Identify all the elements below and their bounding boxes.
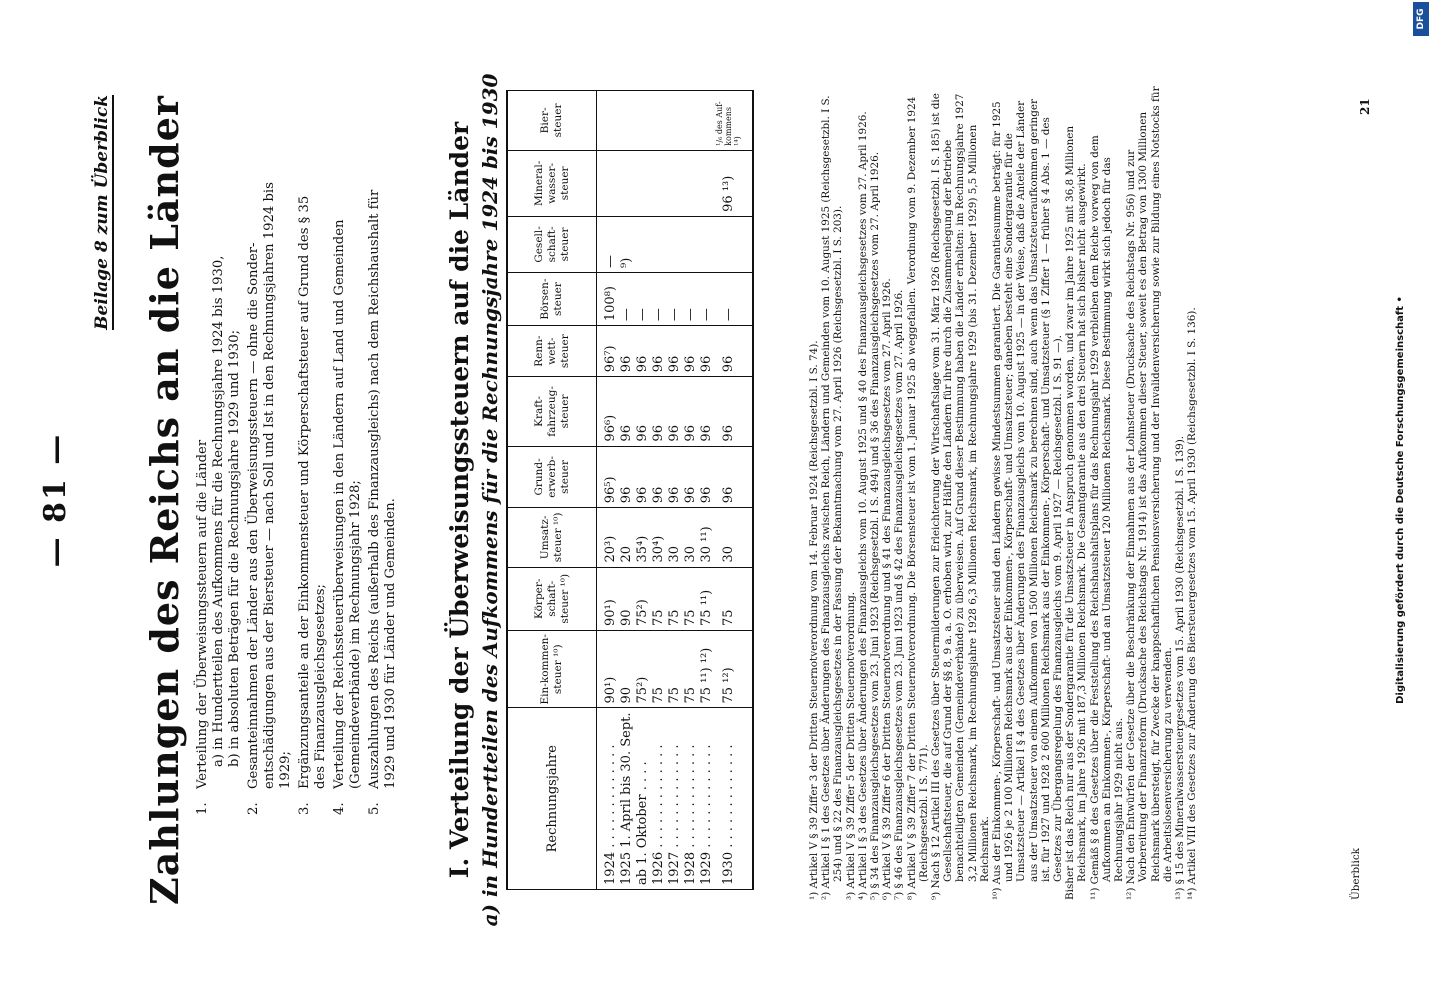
contents-text: Verteilung der Reichssteuerüberweisungen in den Ländern auf Land und Gemeinden (Gemeindeverbände) im Rechnungsjahr 1928; bbox=[332, 219, 363, 789]
table-cell bbox=[683, 216, 699, 272]
table-cell: 96 bbox=[715, 377, 753, 446]
table-cell bbox=[651, 91, 667, 151]
dfg-logo: DFG bbox=[1413, 2, 1429, 36]
table-cell: 75²) bbox=[635, 567, 651, 630]
table-cell: 96 bbox=[699, 326, 715, 377]
table-cell bbox=[683, 91, 699, 151]
table-row bbox=[635, 91, 651, 890]
table-cell: — bbox=[635, 273, 651, 326]
table-cell: 35⁴) bbox=[635, 508, 651, 567]
column-header: Umsatz-steuer ¹⁰) bbox=[507, 508, 597, 567]
table-cell: — bbox=[651, 273, 667, 326]
beilage-label: Beilage 8 zum Überblick bbox=[92, 95, 112, 330]
table-cell: — bbox=[683, 273, 699, 326]
footnote: ⁶) Artikel V § 39 Ziffer 6 der Dritten Steuernotverordnung und § 41 des Finanzausgleichsgesetzes vom 27. April 1926. bbox=[881, 278, 894, 900]
table-cell bbox=[715, 216, 753, 272]
table-cell: 30⁴) bbox=[651, 508, 667, 567]
table-cell: 75 bbox=[667, 567, 683, 630]
table-cell: 96⁷) bbox=[597, 326, 620, 377]
table-cell: 30 ¹¹) bbox=[699, 508, 715, 567]
contents-item bbox=[332, 175, 364, 815]
table-cell: — bbox=[619, 273, 635, 326]
footnote: ¹¹) Gemäß § 8 des Gesetzes über die Feststellung des Reichshaushaltsplans für das Rechnungsjahr 1929 verbleiben dem Reiche vorweg von dem Aufkommen an Einkommen-, Körperschaft- und an Umsatzsteuer 120 Millionen Reichsmark. Diese Bestimmung wirkt sich jedoch für das Rechnungsjahr 1929 nicht aus. bbox=[1088, 135, 1126, 900]
contents-subitem: b) in absoluten Beträgen für die Rechnungsjahre 1929 und 1930; bbox=[227, 329, 242, 767]
table-cell bbox=[699, 216, 715, 272]
footnote: ¹) Artikel V § 39 Ziffer 3 der Dritten Steuernotverordnung vom 14. Februar 1924 (Reichsgesetzbl. I S. 74). bbox=[808, 340, 820, 900]
column-header: Kraft-fahrzeug-steuer bbox=[507, 377, 597, 446]
year-cell: 1925 1. April bis 30. Sept. bbox=[619, 708, 635, 890]
footnote: ⁴) Artikel I § 3 des Gesetzes über Änderungen des Finanzausgleichs vom 10. August 1925 und § 40 des Finanzausgleichsgesetzes vom 27. April 1926. bbox=[856, 111, 869, 900]
table-cell: 75 bbox=[683, 567, 699, 630]
table-cell: 90 bbox=[619, 630, 635, 708]
table-cell: 75 bbox=[651, 567, 667, 630]
contents-subitem: a) in Hundertteilen des Aufkommens für die Rechnungsjahre 1924 bis 1930, bbox=[211, 255, 226, 767]
contents-item bbox=[367, 175, 399, 815]
contents-list bbox=[195, 175, 402, 815]
table-cell bbox=[699, 91, 715, 151]
footnote: ¹⁴) Artikel VIII des Gesetzes zur Änderung des Biersteuergesetzes vom 15. April 1930 (Reichsgesetzbl. I S. 136). bbox=[1186, 307, 1199, 900]
table-row bbox=[651, 91, 667, 890]
footnote: ²) Artikel I § 1 des Gesetzes über Änderungen des Finanzausgleichs zwischen Reich, Ländern und Gemeinden vom 10. August 1925 (Reichsgesetzbl. I S. 254) und § 22 des Finanzausgleichsgesetzes in der Fassung der Bekanntmachung vom 27. April 1926 (Reichsgesetzbl. I S. 203). bbox=[820, 95, 845, 900]
year-cell: 1930 . . . . . . . . . . . . . bbox=[715, 708, 753, 890]
distribution-table bbox=[506, 90, 754, 890]
table-cell bbox=[667, 150, 683, 216]
year-cell: 1928 . . . . . . . . . . . . . bbox=[683, 708, 699, 890]
table-cell: ¹/₆ des Auf-kommens ¹⁴) bbox=[715, 91, 753, 151]
table-row bbox=[715, 91, 753, 890]
contents-number: 2. bbox=[246, 802, 261, 815]
table-cell: 96 bbox=[699, 446, 715, 508]
table-cell bbox=[597, 91, 620, 151]
table-cell bbox=[597, 150, 620, 216]
contents-number: 1. bbox=[195, 802, 210, 815]
table-cell: 96 bbox=[715, 446, 753, 508]
footnote: ⁷) § 46 des Finanzausgleichsgesetzes vom 23. Juni 1923 und § 42 des Finanzausgleichsgesetzes vom 27. April 1926. bbox=[893, 289, 906, 900]
footnote: ¹²) Nach den Entwürfen der Gesetze über die Beschränkung der Einnahmen aus der Lohnsteuer (Drucksache des Reichstags Nr. 956) und zur Vorbereitung der Finanzreform (Drucksache des Reichstags Nr. 1914) ist das Aufkommen dieser Steuer, soweit es den Betrag von 1300 Millionen Reichsmark übersteigt, für Zwecke der knappschaftlichen Pensionsversicherung und der Invalidenversicherung sowie zur Bildung eines Notstocks für die Arbeitslosenversicherung zu verwenden. bbox=[1125, 86, 1174, 900]
column-header: Mineral-wasser-steuer bbox=[507, 150, 597, 216]
contents-number: 3. bbox=[297, 802, 312, 815]
contents-text: Gesamteinnahmen der Länder aus den Überweisungssteuern — ohne die Sonder-entschädigungen aus der Biersteuer — nach Soll und Ist in den Rechnungsjahren 1924 bis 1929; bbox=[246, 182, 293, 789]
contents-text: Verteilung der Überweisungssteuern auf die Länder bbox=[195, 439, 210, 789]
table-cell bbox=[619, 91, 635, 151]
contents-number: 4. bbox=[332, 802, 347, 815]
year-cell: ab 1. Oktober . . . . bbox=[635, 708, 651, 890]
column-header: Börsen-steuer bbox=[507, 273, 597, 326]
footer-number: 21 bbox=[1358, 98, 1372, 115]
footnote: ⁹) Nach § 12 Artikel III des Gesetzes über Steuermilderungen zur Erleichterung der Wirtschaftslage vom 31. März 1926 (Reichsgesetzbl. I S. 185) ist die Gesellschaftsteuer, die auf Grund der §§ 8, 9 a. a. O. erhoben wird, zur Hälfte den Ländern für ihre durch die Zusammenlegung der Betriebe benachteiligten Gemeinden (Gemeindeverbände) zu überweisen. Auf Grund dieser Bestimmung haben die Länder erhalten: im Rechnungsjahre 1927 3,2 Millionen Reichsmark, im Rechnungsjahre 1928 6,3 Millionen Reichsmark, im Rechnungsjahre 1929 (bis 31. Dezember 1929) 5,5 Millionen Reichsmark. bbox=[930, 93, 991, 900]
table-cell: 75 ¹¹) bbox=[699, 567, 715, 630]
table-cell: — bbox=[597, 216, 620, 272]
table-cell: 75²) bbox=[635, 630, 651, 708]
table-cell: 75 bbox=[683, 630, 699, 708]
table-cell: 30 bbox=[667, 508, 683, 567]
year-cell: 1926 . . . . . . . . . . . . . bbox=[651, 708, 667, 890]
footnote: ¹³) § 15 des Mineralwassersteuergesetzes vom 15. April 1930 (Reichsgesetzbl. I S. 139). bbox=[1174, 435, 1187, 900]
column-header: Renn-wett-steuer bbox=[507, 326, 597, 377]
table-cell: 96 bbox=[667, 377, 683, 446]
contents-item bbox=[195, 175, 243, 815]
column-header: Gesell-schaft-steuer bbox=[507, 216, 597, 272]
contents-text: Ergänzungsanteile an der Einkommensteuer und Körperschaftsteuer auf Grund des § 35 des Finanzausgleichsgesetzes; bbox=[297, 195, 328, 789]
table-cell: 96 bbox=[683, 446, 699, 508]
year-cell: 1929 . . . . . . . . . . . . . bbox=[699, 708, 715, 890]
footnotes bbox=[808, 80, 1199, 900]
contents-item bbox=[246, 175, 294, 815]
table-cell: 96 ¹³) bbox=[715, 150, 753, 216]
table-cell bbox=[699, 150, 715, 216]
year-cell: 1927 . . . . . . . . . . . . . bbox=[667, 708, 683, 890]
table-cell: 75 bbox=[715, 567, 753, 630]
table-cell: 96 bbox=[683, 377, 699, 446]
table-cell: 96 bbox=[651, 377, 667, 446]
table-cell: 75 bbox=[667, 630, 683, 708]
table-cell: 96 bbox=[651, 446, 667, 508]
year-cell: 1924 . . . . . . . . . . . . . bbox=[597, 708, 620, 890]
table-cell: 20 bbox=[619, 508, 635, 567]
table-cell: 20³) bbox=[597, 508, 620, 567]
column-header: Rechnungsjahre bbox=[507, 708, 597, 890]
table-cell: 90¹) bbox=[597, 630, 620, 708]
table-cell: ⁹) bbox=[619, 216, 635, 272]
table-cell: 30 bbox=[715, 508, 753, 567]
column-header: Grund-erwerb-steuer bbox=[507, 446, 597, 508]
table-cell: 75 ¹¹) ¹²) bbox=[699, 630, 715, 708]
table-cell bbox=[667, 91, 683, 151]
table-cell: 90¹) bbox=[597, 567, 620, 630]
table-cell bbox=[635, 91, 651, 151]
table-cell: 96 bbox=[635, 326, 651, 377]
contents-text: Auszahlungen des Reichs (außerhalb des Finanzausgleichs) nach dem Reichshaushalt für 1929 und 1930 für Länder und Gemeinden. bbox=[367, 189, 398, 789]
footnote: Bisher ist das Reich nur aus der Sondergarantie für die Umsatzsteuer in Anspruch genommen worden, und zwar im Jahre 1925 mit 36,8 Millionen Reichsmark, im Jahre 1926 mit 187,3 Millionen Reichsmark. Die Gesamtgarantie aus den drei Steuern hat sich bisher nicht ausgewirkt. bbox=[1064, 125, 1089, 900]
column-header: Körper-schaft-steuer ¹⁰) bbox=[507, 567, 597, 630]
table-cell bbox=[635, 150, 651, 216]
contents-item bbox=[297, 175, 329, 815]
table-header-row bbox=[507, 91, 597, 890]
footnote: ⁵) § 34 des Finanzausgleichsgesetzes vom 23. Juni 1923 (Reichsgesetzbl. I S. 494) und § 36 des Finanzausgleichsgesetzes vom 27. April 1926. bbox=[869, 151, 882, 900]
table-row bbox=[619, 91, 635, 890]
table-cell: 96 bbox=[651, 326, 667, 377]
column-header: Bier-steuer bbox=[507, 91, 597, 151]
table-cell bbox=[635, 216, 651, 272]
contents-number: 5. bbox=[367, 802, 382, 815]
table-cell bbox=[619, 150, 635, 216]
table-body bbox=[597, 91, 754, 890]
footnote: ³) Artikel V § 39 Ziffer 5 der Dritten Steuernotverordnung. bbox=[844, 591, 857, 900]
table-cell: 96 bbox=[619, 446, 635, 508]
table-cell: 90 bbox=[619, 567, 635, 630]
table-cell: 96 bbox=[635, 446, 651, 508]
table-cell: 96 bbox=[715, 326, 753, 377]
table-cell bbox=[667, 216, 683, 272]
section-title: I. Verteilung der Überweisungssteuern auf die Länder bbox=[445, 121, 474, 879]
table-cell: 30 bbox=[683, 508, 699, 567]
table-cell: 75 ¹²) bbox=[715, 630, 753, 708]
table-cell: 96 bbox=[683, 326, 699, 377]
table-cell: 96 bbox=[667, 326, 683, 377]
page-title: Zahlungen des Reichs an die Länder bbox=[142, 95, 187, 905]
table-cell: 96 bbox=[619, 326, 635, 377]
footnote: ¹⁰) Aus der Einkommen-, Körperschaft- und Umsatzsteuer sind den Ländern gewisse Mindestsummen garantiert. Die Garantiesumme beträgt: für 1925 und 1926 je 2 100 Millionen Reichsmark aus der Einkommen-, Körperschaft- und Umsatzsteuer; daneben besteht eine Sondergarantie für die Umsatzsteuer — Artikel I § 4 des Gesetzes über Änderungen des Finanzausgleichs vom 10. August 1925 — in der Weise, daß die Anteile der Länder aus der Umsatzsteuer von einem Aufkommen von 1500 Millionen Reichsmark zu berechnen sind, auch wenn das Umsatzsteueraufkommen geringer ist. für 1927 und 1928 2 600 Millionen Reichsmark aus der Einkommen-, Körperschaft- und Umsatzsteuer (§ 1 Ziffer 1 — früher § 4 Abs. 1 — des Gesetzes zur Übergangsregelung des Finanzausgleichs vom 9. April 1927 — Reichsgesetzbl. I S. 91 —). bbox=[991, 98, 1065, 900]
table-cell: 96 bbox=[635, 377, 651, 446]
table-cell bbox=[651, 150, 667, 216]
footer-label: Überblick bbox=[1350, 848, 1362, 900]
table-row bbox=[699, 91, 715, 890]
table-cell: — bbox=[699, 273, 715, 326]
table-cell: 96 bbox=[667, 446, 683, 508]
table-cell: — bbox=[715, 273, 753, 326]
section-subtitle: a) in Hundertteilen des Aufkommens für die Rechnungsjahre 1924 bis 1930 bbox=[478, 73, 502, 927]
table-row bbox=[597, 91, 620, 890]
digitization-note: Digitalisierung gefördert durch die Deutsche Forschungsgemeinschaft • bbox=[1395, 296, 1406, 704]
page-number: — 81 — bbox=[38, 432, 73, 568]
table-row bbox=[667, 91, 683, 890]
table-cell: 96 bbox=[699, 377, 715, 446]
table-row bbox=[683, 91, 699, 890]
table-cell: 96⁶) bbox=[597, 377, 620, 446]
column-header: Ein-kommen-steuer ¹⁰) bbox=[507, 630, 597, 708]
table-cell: 75 bbox=[651, 630, 667, 708]
table-cell: 96⁵) bbox=[597, 446, 620, 508]
footnote: ⁸) Artikel V § 39 Ziffer 7 der Dritten Steuernotverordnung. Die Börsensteuer ist vom 1. Januar 1925 ab weggefallen. Verordnung vom 9. Dezember 1924 (Reichsgesetzbl. I S. 771). bbox=[905, 96, 930, 900]
table-cell: 100⁸) bbox=[597, 273, 620, 326]
table-cell bbox=[651, 216, 667, 272]
table-cell: 96 bbox=[619, 377, 635, 446]
table-cell: — bbox=[667, 273, 683, 326]
table-cell bbox=[683, 150, 699, 216]
